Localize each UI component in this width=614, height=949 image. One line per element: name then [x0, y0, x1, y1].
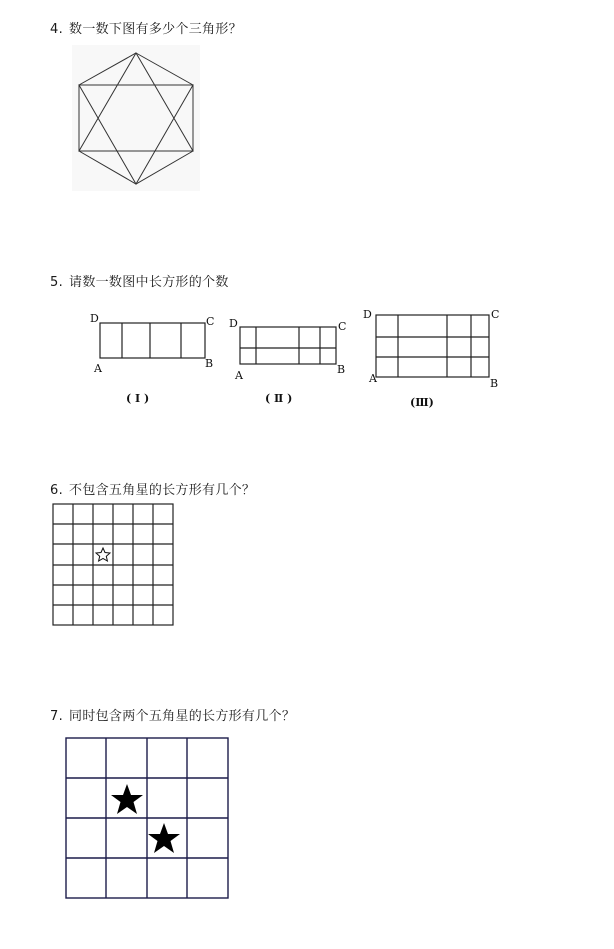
question-text: 同时包含两个五角星的长方形有几个？: [69, 709, 296, 724]
question-text: 不包含五角星的长方形有几个？: [69, 483, 256, 498]
corner-label-c: C: [206, 315, 215, 328]
corner-label-a: A: [235, 369, 243, 382]
caption: ( Ⅰ ): [126, 392, 150, 405]
corner-label-d: D: [229, 317, 238, 330]
corner-label-c: C: [491, 308, 500, 321]
corner-label-d: D: [363, 308, 372, 321]
filled-star-icon: [111, 784, 143, 814]
filled-star-icon: [148, 823, 180, 853]
corner-label-b: B: [337, 363, 346, 376]
corner-label-d: D: [90, 312, 99, 325]
question-number: 7.: [50, 709, 64, 724]
corner-label-a: A: [369, 372, 377, 385]
question-text: 请数一数图中长方形的个数: [69, 275, 229, 290]
caption: ( Ⅱ ): [265, 392, 293, 405]
corner-label-b: B: [205, 357, 214, 370]
question-number: 6.: [50, 483, 64, 498]
corner-label-b: B: [490, 377, 499, 390]
question-number: 5.: [50, 275, 64, 290]
caption: (Ⅲ): [410, 396, 434, 409]
corner-label-a: A: [94, 362, 102, 375]
question-text: 数一数下图有多少个三角形？: [69, 22, 242, 37]
question-number: 4.: [50, 22, 64, 37]
corner-label-c: C: [338, 320, 347, 333]
